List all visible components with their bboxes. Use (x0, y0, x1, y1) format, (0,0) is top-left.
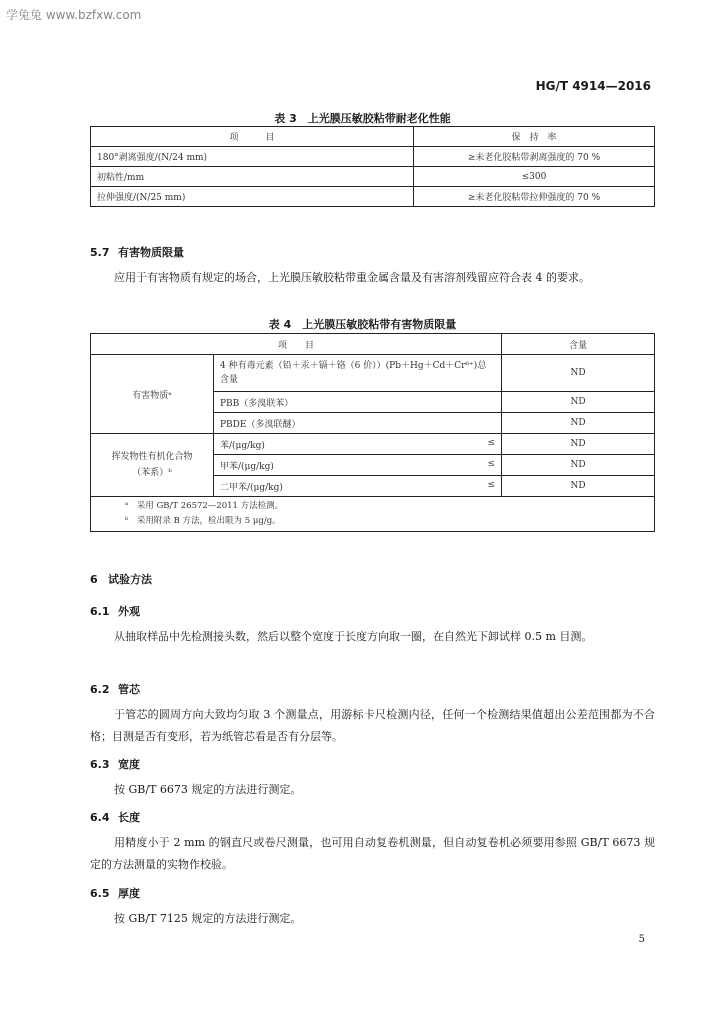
section-6-2-paragraph: 于管芯的圆周方向大致均匀取 3 个测量点，用游标卡尺检测内径，任何一个检测结果值超出公差范围都为不合格；目测是否有变形，若为纸管芯看是否有分层等。 (90, 708, 655, 743)
section-6-3-paragraph: 按 GB/T 6673 规定的方法进行测定。 (114, 783, 302, 796)
section-6-5-paragraph: 按 GB/T 7125 规定的方法进行测定。 (114, 912, 302, 925)
table-cell: ≥未老化胶粘带拉伸强度的 70 % (414, 187, 655, 207)
table-cell: ND (502, 434, 655, 455)
table-header-cell: 项 目 (91, 334, 502, 355)
table-header-row (91, 334, 655, 355)
table-row (91, 434, 655, 455)
section-6-1-heading (90, 603, 140, 619)
section-5-7-heading (90, 244, 184, 260)
table-cell: ND (502, 413, 655, 434)
section-number: 6 (90, 573, 98, 586)
section-title: 长度 (118, 811, 140, 824)
table-cell: ND (502, 455, 655, 476)
comparison-sign: ≤ (487, 479, 495, 490)
table-note: ᵇ 采用附录 B 方法，检出限为 5 μg/g。 (125, 516, 281, 526)
comparison-sign: ≤ (487, 437, 495, 448)
table-header-cell: 项 目 (91, 127, 414, 147)
table-row (91, 187, 655, 207)
group-label-line: （苯系）ᵇ (132, 468, 172, 478)
table-cell (214, 455, 502, 476)
comparison-sign: ≤ (487, 458, 495, 469)
table-row (91, 167, 655, 187)
section-number: 6.4 (90, 811, 110, 824)
table-cell: PBDE（多溴联醚） (214, 413, 502, 434)
section-6-heading (90, 571, 152, 587)
section-number: 6.5 (90, 887, 110, 900)
document-code: HG/T 4914—2016 (535, 79, 651, 93)
section-number: 5.7 (90, 246, 110, 259)
section-6-4-heading (90, 809, 140, 825)
table3-caption: 表 3 上光膜压敏胶粘带耐老化性能 (274, 112, 451, 125)
table-row (91, 355, 655, 392)
section-6-1-paragraph: 从抽取样品中先检测接头数，然后以整个宽度于长度方向取一圈，在自然光下卸试样 0.5 m 目测。 (114, 630, 593, 643)
table-header-row (91, 127, 655, 147)
section-5-7-paragraph: 应用于有害物质有规定的场合，上光膜压敏胶粘带重金属含量及有害溶剂残留应符合表 4 的要求。 (114, 271, 590, 284)
section-title: 试验方法 (108, 573, 152, 586)
table-row (91, 147, 655, 167)
section-number: 6.1 (90, 605, 110, 618)
section-6-3-heading (90, 756, 140, 772)
table-header-cell: 含量 (502, 334, 655, 355)
table-cell: ≥未老化胶粘带剥离强度的 70 % (414, 147, 655, 167)
table-cell: ND (502, 476, 655, 497)
table4 (90, 333, 655, 532)
table-cell (214, 434, 502, 455)
table-cell: 初粘性/mm (91, 167, 414, 187)
table-cell: ≤300 (414, 167, 655, 187)
item-text: 二甲苯/(μg/kg) (220, 482, 283, 493)
table-notes-row (91, 497, 655, 532)
group-label-line: 挥发物性有机化合物 (111, 452, 193, 462)
table-cell: ND (502, 392, 655, 413)
group-label (91, 434, 214, 497)
table-cell: 180°剥离强度/(N/24 mm) (91, 147, 414, 167)
section-number: 6.2 (90, 683, 110, 696)
table-cell: 4 种有毒元素（铅＋汞＋镉＋铬（6 价））(Pb＋Hg＋Cd＋Cr⁶⁺)总含量 (214, 355, 502, 392)
page-number: 5 (638, 934, 645, 945)
table-cell (214, 476, 502, 497)
group-label: 有害物质ᵃ (91, 355, 214, 434)
section-title: 厚度 (118, 887, 140, 900)
section-title: 有害物质限量 (118, 246, 184, 259)
table-header-cell: 保 持 率 (414, 127, 655, 147)
table-cell: ND (502, 355, 655, 392)
table3 (90, 126, 655, 207)
table-notes (91, 497, 655, 532)
table-note: ᵃ 采用 GB/T 26572—2011 方法检测。 (125, 501, 284, 511)
item-text: 甲苯/(μg/kg) (220, 461, 274, 472)
section-6-5-heading (90, 885, 140, 901)
section-title: 管芯 (118, 683, 140, 696)
item-text: 苯/(μg/kg) (220, 440, 265, 451)
section-6-4-paragraph: 用精度小于 2 mm 的钢直尺或卷尺测量，也可用自动复卷机测量，但自动复卷机必须要用参照 GB/T 6673 规定的方法测量的实物作校验。 (90, 836, 655, 871)
watermark: 学兔兔 www.bzfxw.com (6, 8, 142, 22)
section-6-2-heading (90, 681, 140, 697)
table4-caption: 表 4 上光膜压敏胶粘带有害物质限量 (268, 318, 457, 331)
section-title: 宽度 (118, 758, 140, 771)
table-cell: 拉伸强度/(N/25 mm) (91, 187, 414, 207)
section-title: 外观 (118, 605, 140, 618)
section-number: 6.3 (90, 758, 110, 771)
table-cell: PBB（多溴联苯） (214, 392, 502, 413)
